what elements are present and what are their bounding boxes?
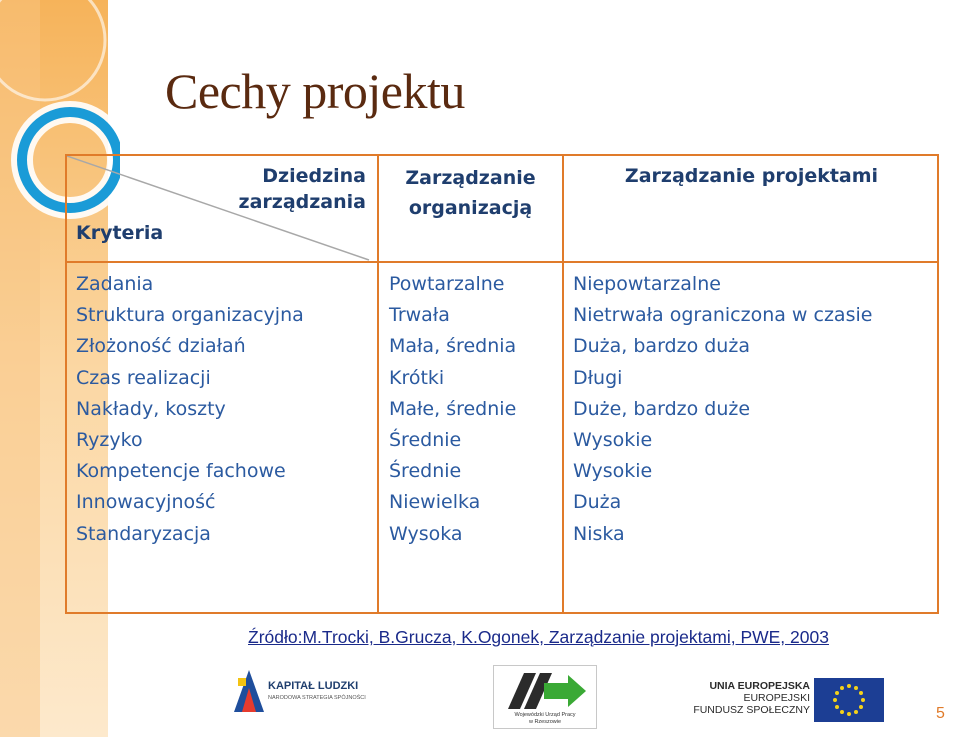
project-item: Nietrwała ograniczona w czasie <box>573 304 873 327</box>
header-organization <box>379 163 562 223</box>
kapital-ludzki-subtitle: NARODOWA STRATEGIA SPÓJNOŚCI <box>268 695 366 701</box>
organization-item: Mała, średnia <box>389 335 517 358</box>
project-item: Długi <box>573 366 623 389</box>
header-domain-line2: zarządzania <box>238 191 366 213</box>
slide-title: Cechy projektu <box>165 63 465 119</box>
criteria-column <box>76 269 304 550</box>
wup-emblem <box>502 669 590 713</box>
project-column <box>573 269 872 550</box>
kapital-ludzki-emblem <box>232 668 266 714</box>
eu-logo <box>693 678 890 722</box>
wup-caption <box>494 712 596 726</box>
kapital-ludzki-title: KAPITAŁ LUDZKI <box>268 680 359 692</box>
header-organization-line1: Zarządzanie <box>405 167 536 189</box>
column-divider <box>562 156 564 612</box>
eu-flag-icon <box>814 678 884 722</box>
organization-item: Krótki <box>389 366 445 389</box>
criteria-item: Złożoność działań <box>76 335 246 358</box>
project-item: Wysokie <box>573 460 653 483</box>
criteria-item: Ryzyko <box>76 429 143 452</box>
comparison-table <box>65 154 939 614</box>
organization-item: Trwała <box>389 304 450 327</box>
project-item: Duża <box>573 491 622 514</box>
organization-column <box>389 269 516 550</box>
wup-logo <box>493 665 597 729</box>
criteria-item: Czas realizacji <box>76 366 211 389</box>
criteria-item: Standaryzacja <box>76 522 211 545</box>
page-number: 5 <box>936 705 945 722</box>
header-domain-label <box>239 163 366 215</box>
organization-item: Wysoka <box>389 522 463 545</box>
project-item: Duża, bardzo duża <box>573 335 750 358</box>
header-domain-line1: Dziedzina <box>262 165 366 187</box>
wup-caption-line1: Wojewódzki Urząd Pracy <box>514 712 576 718</box>
eu-logo-text <box>693 680 810 716</box>
criteria-item: Struktura organizacyjna <box>76 304 304 327</box>
organization-item: Powtarzalne <box>389 273 505 295</box>
source-citation <box>248 627 829 648</box>
project-item: Duże, bardzo duże <box>573 397 751 420</box>
eu-logo-line1: UNIA EUROPEJSKA <box>709 680 810 692</box>
kapital-ludzki-logo <box>232 668 382 714</box>
header-organization-line2: organizacją <box>408 197 533 219</box>
criteria-item: Kompetencje fachowe <box>76 460 286 483</box>
criteria-item: Nakłady, koszty <box>76 397 226 420</box>
criteria-item: Zadania <box>76 273 154 295</box>
source-prefix: Źródło: <box>248 627 303 647</box>
criteria-item: Innowacyjność <box>76 491 216 514</box>
column-divider <box>377 156 379 612</box>
project-item: Niska <box>573 522 625 545</box>
project-item: Niepowtarzalne <box>573 273 721 295</box>
header-criteria-label: Kryteria <box>76 222 164 244</box>
project-item: Wysokie <box>573 429 653 452</box>
organization-item: Średnie <box>389 429 462 452</box>
source-text: M.Trocki, B.Grucza, K.Ogonek, Zarządzanie projektami, PWE, 2003 <box>302 627 829 647</box>
organization-item: Małe, średnie <box>389 397 517 420</box>
organization-item: Niewielka <box>389 491 481 514</box>
eu-logo-line2: EUROPEJSKI <box>743 692 810 704</box>
organization-item: Średnie <box>389 460 462 483</box>
header-project-management: Zarządzanie projektami <box>624 165 879 187</box>
header-divider <box>67 261 937 263</box>
wup-caption-line2: w Rzeszowie <box>528 719 562 725</box>
eu-logo-line3: FUNDUSZ SPOŁECZNY <box>693 704 810 716</box>
